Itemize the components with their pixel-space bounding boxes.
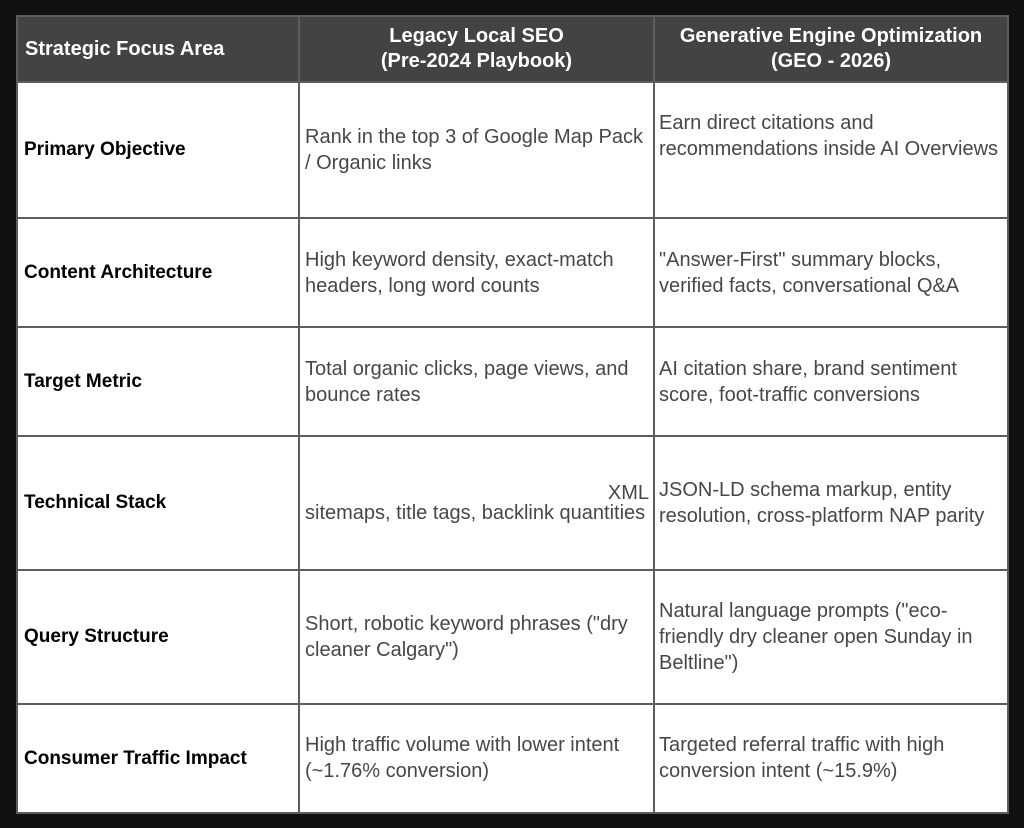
legacy-cell-text: sitemaps, title tags, backlink quantities (305, 502, 646, 524)
row-heading: Content Architecture (17, 218, 299, 327)
geo-cell: "Answer-First" summary blocks, verified facts, conversational Q&A (654, 218, 1008, 327)
header-legacy-line1: Legacy Local SEO (389, 25, 564, 47)
legacy-cell: Total organic clicks, page views, and bounce rates (299, 327, 654, 436)
geo-cell: AI citation share, brand sentiment score, foot-traffic conversions (654, 327, 1008, 436)
legacy-cell: High keyword density, exact-match headers, long word counts (299, 218, 654, 327)
geo-cell: Earn direct citations and recommendations inside AI Overviews (654, 82, 1008, 218)
row-heading: Query Structure (17, 570, 299, 704)
comparison-table (16, 15, 1009, 814)
geo-cell: JSON-LD schema markup, entity resolution, cross-platform NAP parity (654, 436, 1008, 570)
header-focus-label: Strategic Focus Area (25, 37, 225, 60)
header-geo-line1: Generative Engine Optimization (679, 25, 983, 47)
row-heading: Consumer Traffic Impact (17, 704, 299, 813)
table-row (17, 436, 1008, 570)
legacy-xml-word: XML (607, 482, 649, 504)
header-legacy-line2: (Pre-2024 Playbook) (380, 50, 573, 72)
geo-cell: Targeted referral traffic with high conversion intent (~15.9%) (654, 704, 1008, 813)
row-heading: Target Metric (17, 327, 299, 436)
row-heading: Primary Objective (17, 82, 299, 218)
header-geo-line2: (GEO - 2026) (770, 50, 892, 72)
legacy-cell (299, 436, 654, 570)
header-geo (654, 16, 1008, 82)
table-row (17, 218, 1008, 327)
comparison-table-container (16, 15, 1007, 812)
legacy-cell: High traffic volume with lower intent (~1.76% conversion) (299, 704, 654, 813)
table-row (17, 570, 1008, 704)
header-row (17, 16, 1008, 82)
row-heading: Technical Stack (17, 436, 299, 570)
table-row (17, 82, 1008, 218)
table-row (17, 704, 1008, 813)
geo-cell: Natural language prompts ("eco-friendly dry cleaner open Sunday in Beltline") (654, 570, 1008, 704)
header-legacy-local-seo (299, 16, 654, 82)
legacy-cell: Rank in the top 3 of Google Map Pack / Organic links (299, 82, 654, 218)
legacy-cell: Short, robotic keyword phrases ("dry cleaner Calgary") (299, 570, 654, 704)
table-row (17, 327, 1008, 436)
header-strategic-focus-area (17, 16, 299, 82)
